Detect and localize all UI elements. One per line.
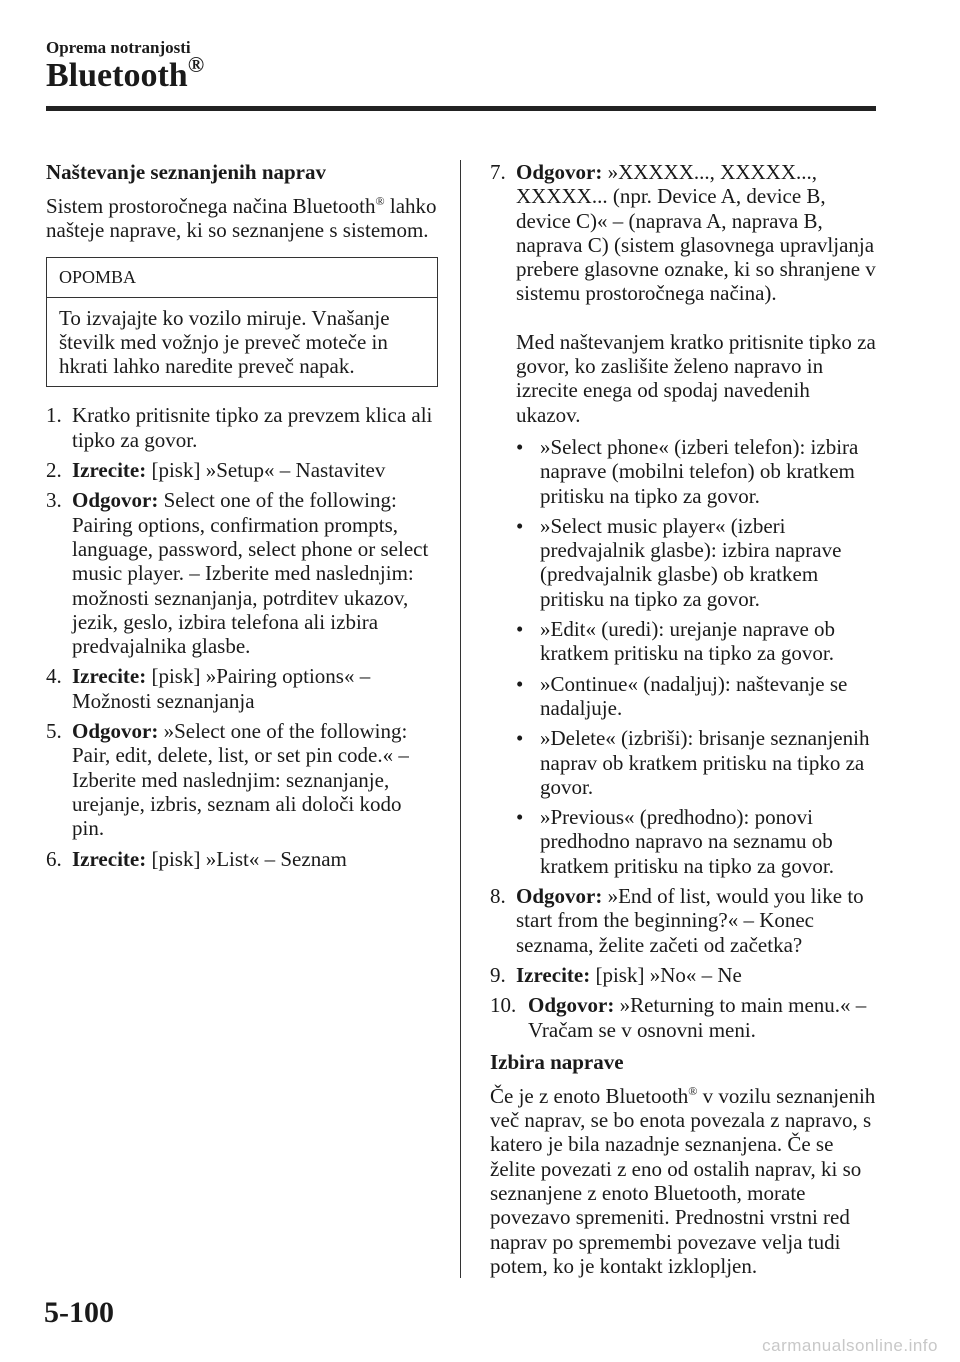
step-text: Select one of the following: Pairing options, confirmation prompts, language, password, select phone or select music player. – Izberite med naslednjim: možnosti seznanjanja, potrditev ukazov, jezik, geslo, izbira telefona ali izbira predvajalnika glasbe.	[72, 488, 429, 659]
section-heading: Izbira naprave	[490, 1049, 624, 1074]
list-item	[516, 514, 876, 611]
list-item	[490, 884, 876, 957]
registered-mark: ®	[187, 52, 205, 77]
list-item	[516, 726, 876, 799]
list-item	[46, 719, 438, 840]
list-item	[516, 617, 876, 666]
right-column	[490, 160, 876, 1278]
step-text: »End of list, would you like to start from the beginning?« – Konec seznama, želite začeti od začetka?	[516, 884, 864, 957]
step-label: Izrecite:	[72, 458, 147, 483]
step-label: Izrecite:	[72, 664, 147, 689]
bullet: •	[516, 617, 524, 642]
step-number: 3.	[46, 488, 62, 513]
bullet: •	[516, 434, 524, 459]
list-item	[516, 805, 876, 878]
step-number: 7.	[490, 160, 506, 184]
step-number: 4.	[46, 664, 62, 689]
bullet-text: »Continue« (nadaljuj): naštevanje se nadaljuje.	[540, 671, 848, 720]
note-box	[46, 257, 438, 388]
section-heading: Naštevanje seznanjenih naprav	[46, 160, 327, 184]
step-number: 10.	[490, 993, 517, 1018]
bullet-text: »Previous« (predhodno): ponovi predhodno napravo na seznamu ob kratkem pritisku na tipko za govor.	[540, 805, 834, 878]
step-label: Odgovor:	[72, 719, 159, 744]
step-number: 9.	[490, 962, 506, 987]
intro-paragraph	[46, 194, 438, 243]
step-extra-text: Med naštevanjem kratko pritisnite tipko za govor, ko zaslišite želeno napravo in izrecite enega od spodaj navedenih ukazov.	[516, 329, 876, 427]
step-label: Izrecite:	[72, 846, 147, 871]
note-title: OPOMBA	[47, 258, 437, 298]
intro-text-b: lahko našteje naprave, ki so seznanjene s sistemom.	[46, 194, 437, 243]
step-number: 2.	[46, 458, 62, 483]
bullet: •	[516, 513, 524, 538]
intro-text-a: Sistem prostoročnega načina Bluetooth	[46, 194, 376, 218]
bullet: •	[516, 726, 524, 751]
step-text: Kratko pritisnite tipko za prevzem klica ali tipko za govor.	[72, 403, 433, 452]
bullet: •	[516, 805, 524, 830]
list-item	[46, 488, 438, 658]
step-text: [pisk] »List« – Seznam	[151, 846, 347, 871]
list-item	[46, 847, 438, 871]
list-item	[46, 664, 438, 713]
list-item	[516, 435, 876, 508]
step-number: 5.	[46, 719, 62, 744]
step-number: 6.	[46, 846, 62, 871]
note-text: To izvajajte ko vozilo miruje. Vnašanje številk med vožnjo je preveč moteče in hkrati lahko naredite preveč napak.	[59, 305, 390, 379]
step-text: [pisk] »No« – Ne	[595, 962, 742, 987]
list-item	[46, 458, 438, 482]
page-number: 5-100	[44, 1296, 114, 1329]
step-text: »XXXXX..., XXXXX..., XXXXX... (npr. Device A, device B, device C)« – (naprava A, naprava B, naprava C) (sistem glasovnega upravljanja prebere glasovne oznake, ki so shranjene v sistemu prostoročnega načina).	[516, 160, 876, 306]
bullet: •	[516, 671, 524, 696]
bullet-text: »Select phone« (izberi telefon): izbira naprave (mobilni telefon) ob kratkem pritisku na tipko za govor.	[540, 434, 859, 508]
list-item	[490, 993, 876, 1042]
section-label: Oprema notranjosti	[46, 38, 191, 57]
bullet-text: »Select music player« (izberi predvajalnik glasbe): izbira naprave (predvajalnik glasbe) ob kratkem pritisku na tipko za govor.	[540, 513, 842, 611]
step-number: 1.	[46, 403, 62, 428]
select-text-b: v vozilu seznanjenih več naprav, se bo enota povezala z napravo, s katero je bila nazadnje seznanjena. Če se želite povezati z eno od ostalih naprav, ki so seznanjene z enoto Bluetooth, morate povezavo spremeniti. Prednostni vrstni red naprav po spremembi povezave velja tudi potem, ko je kontakt izklopljen.	[490, 1083, 876, 1278]
list-item	[490, 963, 876, 987]
bullet-text: »Edit« (uredi): urejanje naprave ob kratkem pritisku na tipko za govor.	[540, 617, 836, 666]
step-label: Odgovor:	[72, 488, 159, 513]
step-label: Odgovor:	[516, 884, 603, 909]
registered-mark: ®	[688, 1083, 698, 1098]
column-divider	[460, 160, 461, 1278]
steps-list-continued	[490, 160, 876, 1042]
list-item	[516, 672, 876, 721]
chapter-title	[46, 52, 205, 96]
step-text: [pisk] »Setup« – Nastavitev	[151, 458, 386, 483]
header-rule	[46, 106, 876, 111]
select-paragraph	[490, 1084, 876, 1278]
left-column	[46, 160, 438, 871]
bullet-text: »Delete« (izbriši): brisanje seznanjenih naprav ob kratkem pritisku na tipko za govor.	[540, 726, 870, 799]
steps-list	[46, 403, 438, 870]
step-text: [pisk] »Pairing options« – Možnosti seznanjanja	[72, 664, 371, 713]
step-text: »Select one of the following: Pair, edit, delete, list, or set pin code.« – Izberite med naslednjim: seznanjanje, urejanje, izbris, seznam ali določi kodo pin.	[72, 719, 409, 841]
watermark: carmanualsonline.info	[762, 1336, 938, 1355]
select-text-a: Če je z enoto Bluetooth	[490, 1083, 689, 1108]
step-number: 8.	[490, 884, 506, 909]
chapter-title-text: Bluetooth	[46, 57, 188, 94]
step-label: Odgovor:	[528, 993, 615, 1018]
list-item	[46, 403, 438, 452]
list-item	[490, 160, 876, 878]
step-text: »Returning to main menu.« – Vračam se v osnovni meni.	[528, 993, 867, 1042]
registered-mark: ®	[375, 194, 385, 208]
step-label: Izrecite:	[516, 962, 591, 987]
step-label: Odgovor:	[516, 160, 603, 184]
command-list	[516, 435, 876, 878]
